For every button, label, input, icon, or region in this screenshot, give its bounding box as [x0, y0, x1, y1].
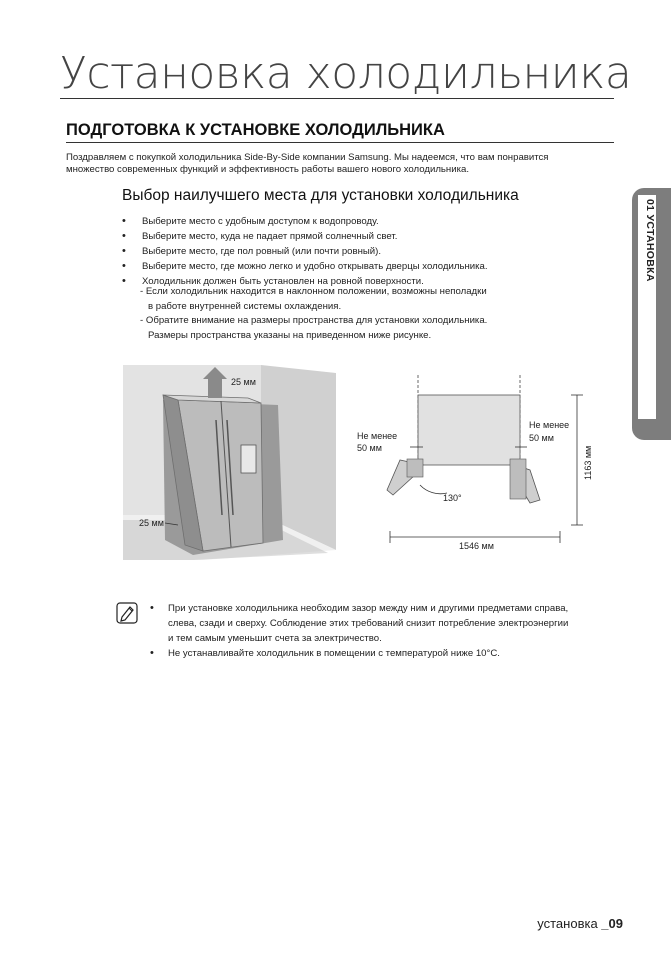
depth-label: 1163 мм [583, 445, 593, 480]
page-footer [537, 916, 623, 931]
dash-note [140, 285, 560, 314]
location-bullet-list [122, 214, 552, 289]
dash-note-list [140, 285, 560, 343]
angle-label: 130° [443, 493, 462, 503]
left-clearance-value: 50 мм [357, 443, 382, 453]
intro-line: Поздравляем с покупкой холодильника Side-By-Side компании Samsung. Мы надеемся, что вам понравится [66, 152, 549, 163]
fridge-body-topview [418, 395, 520, 465]
page-title: Установка холодильника [60, 48, 632, 99]
right-hinge-block [510, 459, 526, 499]
note-item [150, 601, 600, 646]
right-clearance-label: Не менее [529, 420, 570, 430]
note-line: и тем самым уменьшит счета за электричество. [168, 633, 382, 644]
water-dispenser [241, 445, 256, 473]
fridge-clearance-illustration [123, 365, 338, 560]
note-item [150, 646, 600, 661]
dash-note [140, 314, 560, 343]
note-list [150, 601, 600, 661]
title-divider [60, 98, 614, 99]
door-clearance-diagram [355, 375, 605, 555]
intro-line: множество современных функций и эффективность работы вашего нового холодильника. [66, 164, 469, 175]
list-item: • Выберите место, где можно легко и удобно открывать дверцы холодильника. [122, 259, 552, 274]
dash-note-line: - Если холодильник находится в наклонном положении, возможны неполадки [140, 286, 487, 297]
chapter-tab-label: 01 УСТАНОВКА [638, 195, 656, 419]
list-item: • Выберите место, где пол ровный (или почти ровный). [122, 244, 552, 259]
right-clearance-value: 50 мм [529, 433, 554, 443]
note-line: Не устанавливайте холодильник в помещении с температурой ниже 10°C. [168, 648, 500, 659]
side-gap-label: 25 мм [139, 518, 164, 528]
top-gap-label: 25 мм [231, 377, 256, 387]
note-line: • При установке холодильника необходим зазор между ним и другими предметами справа, [168, 603, 569, 614]
heading-divider [66, 142, 614, 143]
list-item: • Выберите место с удобным доступом к водопроводу. [122, 214, 552, 229]
width-label: 1546 мм [459, 541, 494, 551]
subheading: Выбор наилучшего места для установки холодильника [122, 187, 519, 204]
list-item: • Холодильник должен быть установлен на ровной поверхности. [122, 274, 552, 289]
dash-note-line: Размеры пространства указаны на приведенном ниже рисунке. [148, 329, 432, 341]
left-hinge-block [407, 459, 423, 477]
page-number: _09 [601, 916, 623, 931]
list-item: • Выберите место, куда не падает прямой солнечный свет. [122, 229, 552, 244]
intro-paragraph [66, 152, 606, 176]
note-line: слева, сзади и сверху. Соблюдение этих требований снизит потребление электроэнергии [168, 618, 569, 629]
note-pencil-icon [116, 602, 138, 624]
left-clearance-label: Не менее [357, 431, 398, 441]
dash-note-line: - Обратите внимание на размеры пространства для установки холодильника. [140, 315, 488, 326]
dash-note-line: в работе внутренней системы охлаждения. [148, 300, 342, 312]
section-heading: ПОДГОТОВКА К УСТАНОВКЕ ХОЛОДИЛЬНИКА [66, 121, 445, 139]
footer-label: установка [537, 916, 602, 931]
